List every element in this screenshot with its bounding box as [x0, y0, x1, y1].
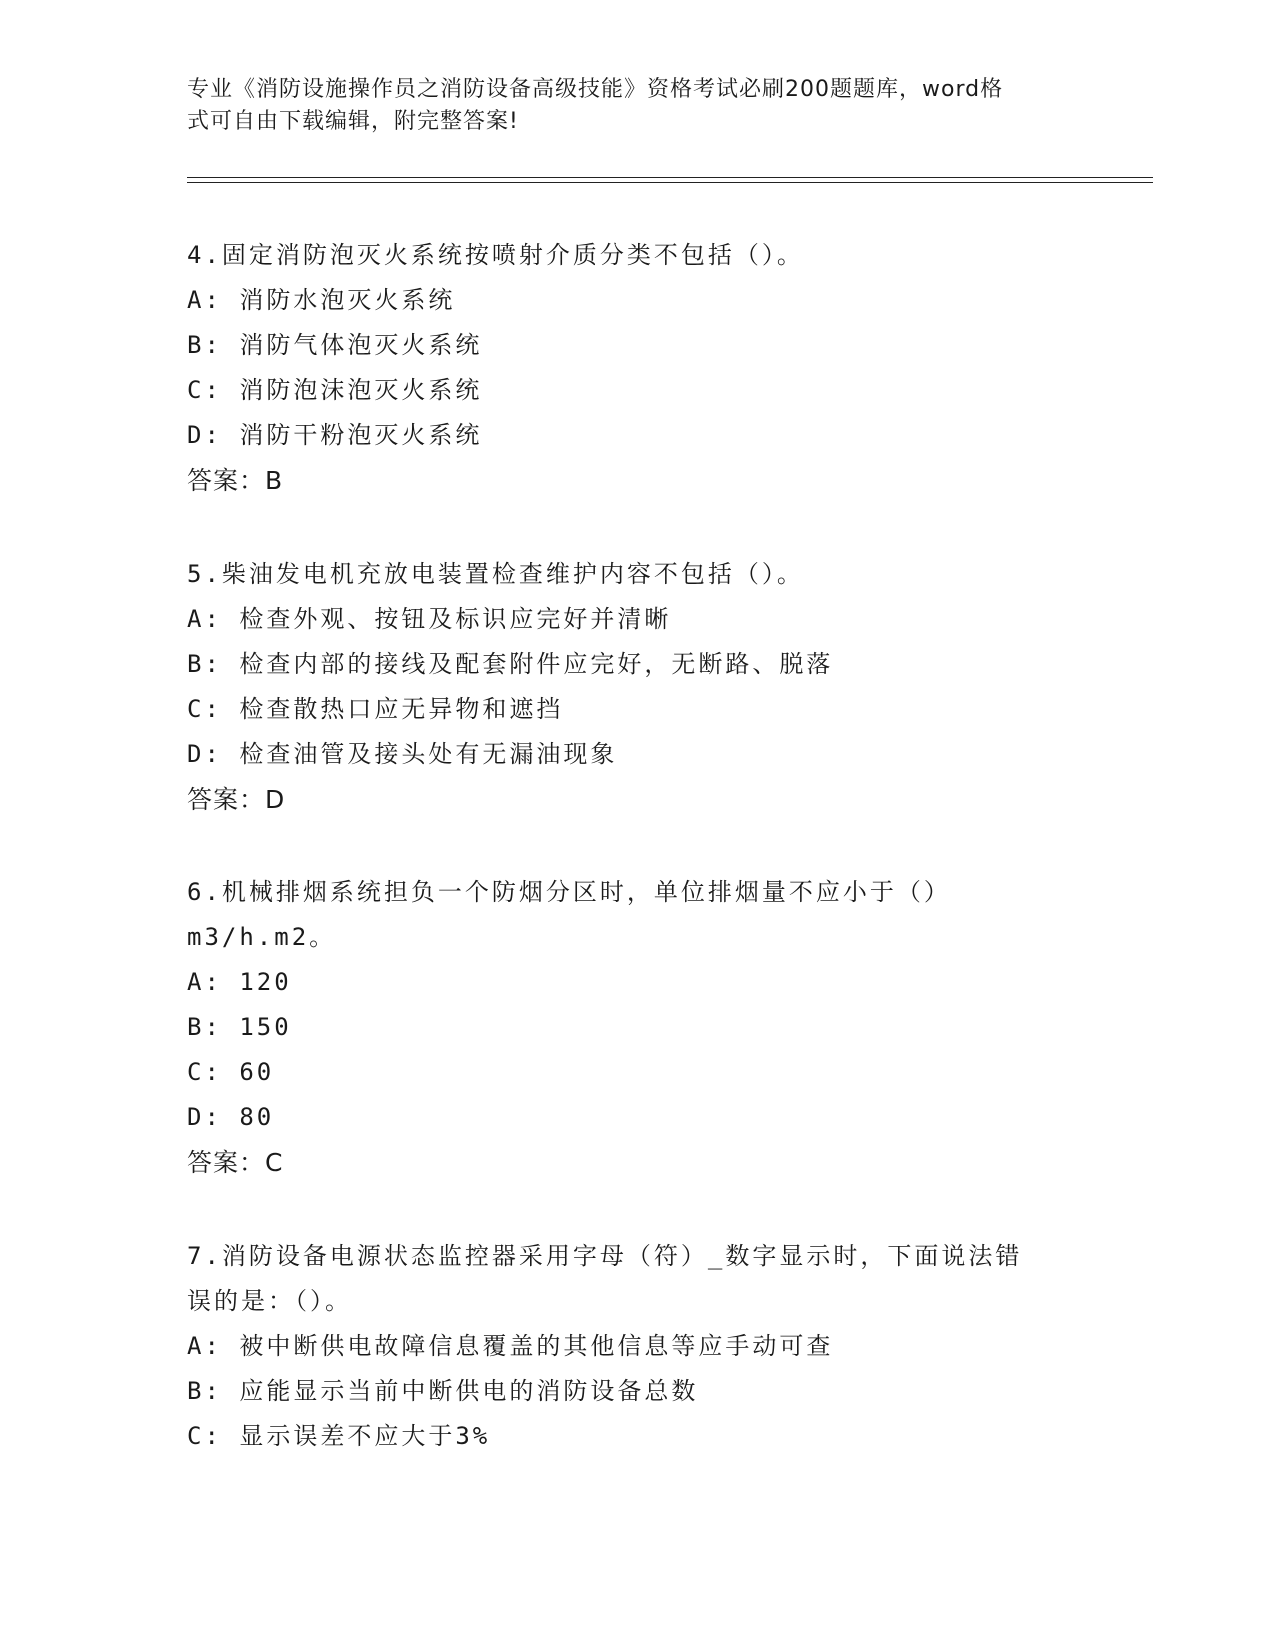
option-d: D: 检查油管及接头处有无漏油现象 — [187, 740, 618, 768]
question-stem-line-1: 7.消防设备电源状态监控器采用字母（符）_数字显示时，下面说法错 — [187, 1242, 1023, 1270]
header-divider-bottom — [187, 182, 1153, 183]
option-b: B: 150 — [187, 1013, 292, 1041]
question-7 — [187, 1234, 1087, 1459]
question-stem: 4.固定消防泡灭火系统按喷射介质分类不包括（）。 — [187, 241, 804, 269]
option-b: B: 消防气体泡灭火系统 — [187, 331, 483, 359]
question-4 — [187, 233, 1087, 503]
question-stem-line-2: 误的是：（）。 — [187, 1287, 352, 1315]
option-c: C: 消防泡沫泡灭火系统 — [187, 376, 483, 404]
option-b: B: 应能显示当前中断供电的消防设备总数 — [187, 1377, 699, 1405]
option-c: C: 检查散热口应无异物和遮挡 — [187, 695, 564, 723]
option-b: B: 检查内部的接线及配套附件应完好，无断路、脱落 — [187, 650, 834, 678]
header-line-2: 式可自由下载编辑，附完整答案! — [187, 109, 519, 134]
question-stem-line-1: 6.机械排烟系统担负一个防烟分区时，单位排烟量不应小于（） — [187, 878, 951, 906]
option-d: D: 80 — [187, 1103, 275, 1131]
question-stem-line-2: m3/h.m2。 — [187, 923, 337, 951]
document-header — [187, 74, 1067, 138]
question-stem: 5.柴油发电机充放电装置检查维护内容不包括（）。 — [187, 560, 804, 588]
option-a: A: 120 — [187, 968, 292, 996]
header-line-1: 专业《消防设施操作员之消防设备高级技能》资格考试必刷200题题库，word格 — [187, 77, 1004, 102]
answer: 答案：D — [187, 785, 286, 814]
option-c: C: 显示误差不应大于3% — [187, 1422, 491, 1450]
option-a: A: 被中断供电故障信息覆盖的其他信息等应手动可查 — [187, 1332, 834, 1360]
option-a: A: 消防水泡灭火系统 — [187, 286, 456, 314]
option-d: D: 消防干粉泡灭火系统 — [187, 421, 483, 449]
answer: 答案：C — [187, 1148, 284, 1177]
answer: 答案：B — [187, 466, 284, 495]
question-5 — [187, 552, 1087, 822]
option-a: A: 检查外观、按钮及标识应完好并清晰 — [187, 605, 672, 633]
option-c: C: 60 — [187, 1058, 275, 1086]
header-divider-top — [187, 177, 1153, 178]
question-6 — [187, 870, 1087, 1185]
